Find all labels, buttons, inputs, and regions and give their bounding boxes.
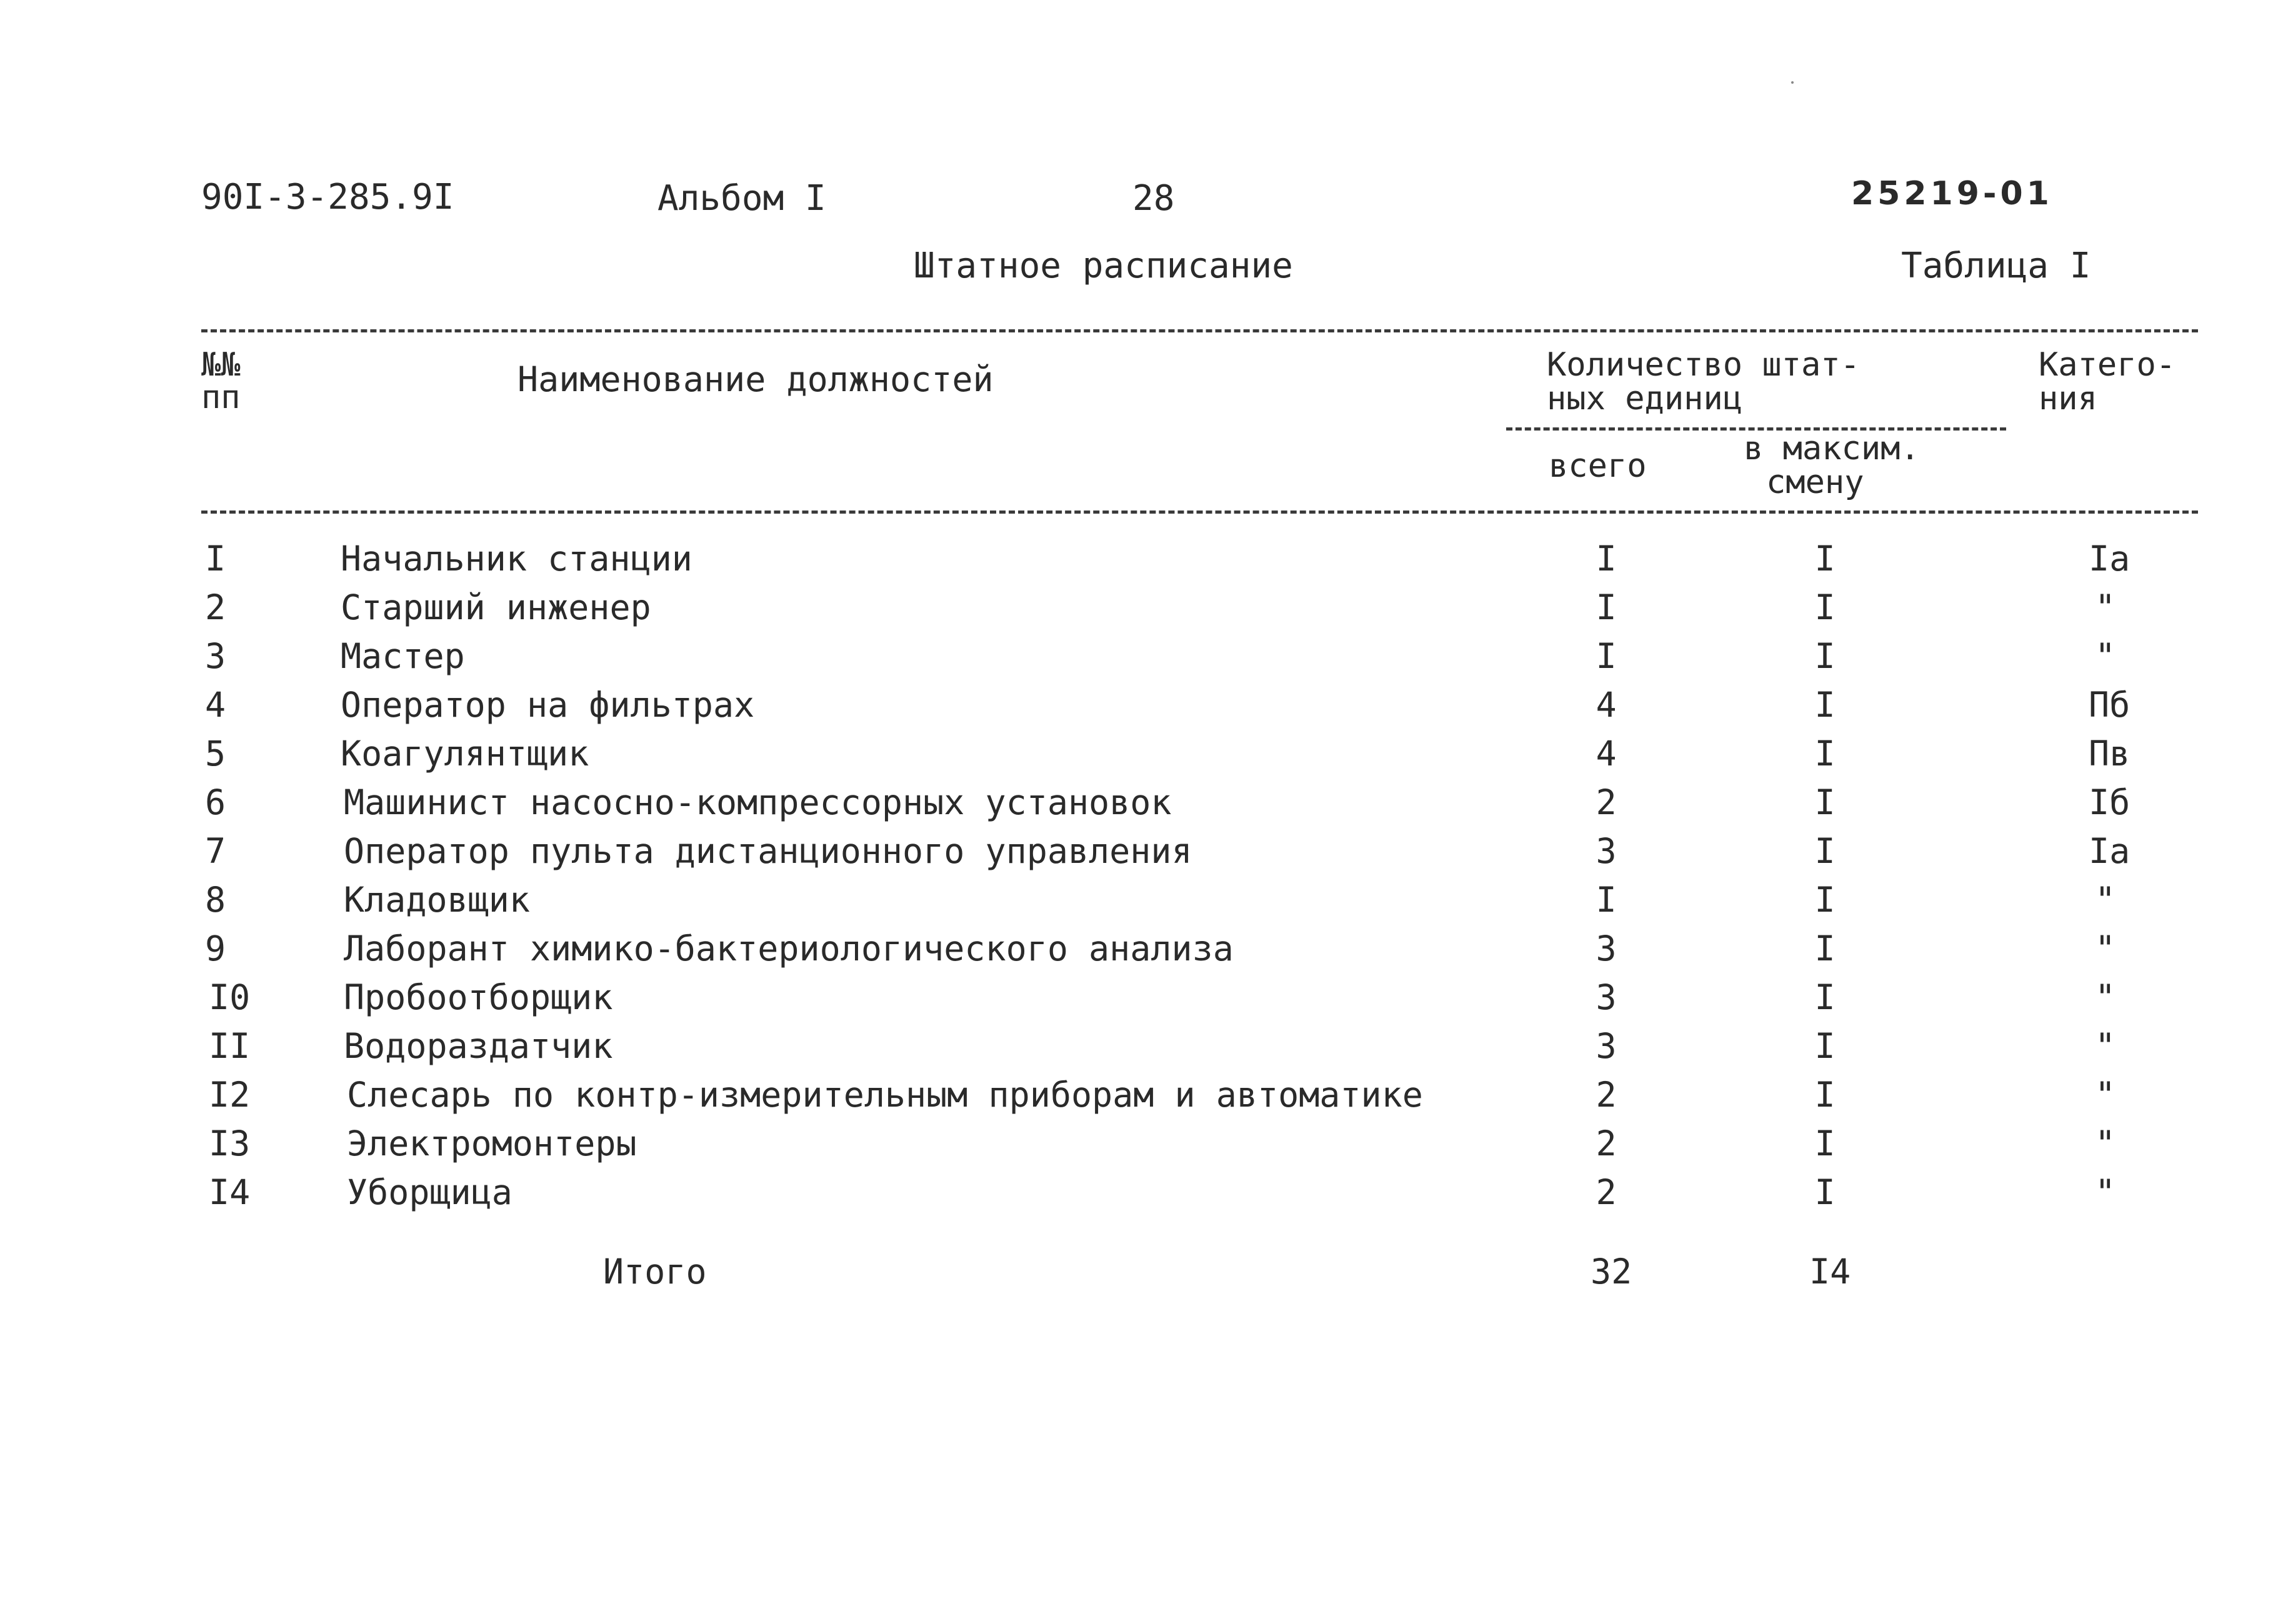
- table-top-rule: [201, 329, 2198, 332]
- totals-shift: I4: [1809, 1252, 1851, 1292]
- row-shift: I: [1814, 1075, 1836, 1115]
- header-shift-line1: в максим.: [1744, 430, 1920, 467]
- header-name: Наименование должностей: [517, 359, 994, 399]
- row-position: Уборщица: [347, 1172, 512, 1212]
- row-number: 7: [205, 831, 226, 871]
- row-shift: I: [1814, 1026, 1836, 1066]
- row-total: I: [1596, 880, 1617, 920]
- row-number: II: [209, 1026, 251, 1066]
- row-category: ": [2095, 1172, 2116, 1212]
- row-category: ": [2095, 977, 2116, 1017]
- row-position: Водораздатчик: [344, 1026, 613, 1066]
- row-shift: I: [1814, 539, 1836, 579]
- stamp-number: 25219-01: [1851, 175, 2053, 212]
- row-position: Слесарь по контр-измерительным приборам и автоматике: [347, 1075, 1423, 1115]
- row-category: Пв: [2089, 734, 2131, 774]
- totals-label: Итого: [603, 1252, 707, 1292]
- row-number: I: [205, 539, 226, 579]
- row-position: Электромонтеры: [347, 1123, 637, 1163]
- header-qty-line1: Количество штат-: [1547, 346, 1860, 384]
- row-total: I: [1596, 539, 1617, 579]
- row-shift: I: [1814, 782, 1836, 822]
- row-position: Пробоотборщик: [344, 977, 613, 1017]
- row-category: ": [2095, 880, 2116, 920]
- row-number: 5: [205, 734, 226, 774]
- header-num-line1: №№: [201, 346, 241, 384]
- header-bottom-rule: [201, 511, 2198, 514]
- header-qty-line2: ных единиц: [1547, 380, 1743, 417]
- row-category: Iа: [2089, 831, 2131, 871]
- row-category: Iа: [2089, 539, 2131, 579]
- row-total: I: [1596, 636, 1617, 676]
- row-number: I0: [209, 977, 251, 1017]
- row-position: Машинист насосно-компрессорных установок: [344, 782, 1172, 822]
- row-category: ": [2095, 1075, 2116, 1115]
- row-position: Оператор на фильтрах: [341, 685, 755, 725]
- row-category: ": [2095, 587, 2116, 627]
- table-label: Таблица I: [1901, 246, 2091, 286]
- row-category: Пб: [2089, 685, 2131, 725]
- row-total: 3: [1596, 977, 1617, 1017]
- row-number: 3: [205, 636, 226, 676]
- row-shift: I: [1814, 1123, 1836, 1163]
- header-total: всего: [1549, 447, 1647, 485]
- header-category-line2: ния: [2039, 380, 2097, 417]
- row-position: Мастер: [341, 636, 465, 676]
- row-shift: I: [1814, 636, 1836, 676]
- album-label: Альбом I: [657, 178, 826, 219]
- row-category: Iб: [2089, 782, 2131, 822]
- header-num-line2: пп: [201, 379, 241, 416]
- page-number: 28: [1132, 178, 1175, 219]
- row-total: I: [1596, 587, 1617, 627]
- row-category: ": [2095, 1026, 2116, 1066]
- row-number: 9: [205, 929, 226, 969]
- row-category: ": [2095, 1123, 2116, 1163]
- totals-total: 32: [1591, 1252, 1632, 1292]
- row-total: 2: [1596, 782, 1617, 822]
- row-shift: I: [1814, 734, 1836, 774]
- row-number: I3: [209, 1123, 251, 1163]
- row-position: Начальник станции: [341, 539, 692, 579]
- row-shift: I: [1814, 587, 1836, 627]
- row-number: I2: [209, 1075, 251, 1115]
- row-position: Коагулянтщик: [341, 734, 589, 774]
- row-position: Лаборант химико-бактериологического анализа: [344, 929, 1234, 969]
- row-number: I4: [209, 1172, 251, 1212]
- row-shift: I: [1814, 929, 1836, 969]
- row-total: 2: [1596, 1123, 1617, 1163]
- header-category-line1: Катего-: [2039, 346, 2176, 384]
- row-number: 8: [205, 880, 226, 920]
- scan-speck: [1791, 81, 1794, 84]
- row-shift: I: [1814, 831, 1836, 871]
- row-total: 2: [1596, 1172, 1617, 1212]
- row-number: 2: [205, 587, 226, 627]
- row-shift: I: [1814, 1172, 1836, 1212]
- row-total: 3: [1596, 831, 1617, 871]
- row-category: ": [2095, 636, 2116, 676]
- row-position: Старший инженер: [341, 587, 651, 627]
- row-shift: I: [1814, 685, 1836, 725]
- header-shift-line2: смену: [1766, 464, 1864, 501]
- row-total: 2: [1596, 1075, 1617, 1115]
- row-total: 4: [1596, 685, 1617, 725]
- row-number: 4: [205, 685, 226, 725]
- row-total: 4: [1596, 734, 1617, 774]
- row-number: 6: [205, 782, 226, 822]
- row-shift: I: [1814, 880, 1836, 920]
- row-total: 3: [1596, 1026, 1617, 1066]
- row-shift: I: [1814, 977, 1836, 1017]
- document-title: Штатное расписание: [914, 246, 1293, 286]
- row-position: Кладовщик: [344, 880, 531, 920]
- row-position: Оператор пульта дистанционного управления: [344, 831, 1192, 871]
- doc-code: 90I-3-285.9I: [201, 177, 454, 217]
- row-category: ": [2095, 929, 2116, 969]
- row-total: 3: [1596, 929, 1617, 969]
